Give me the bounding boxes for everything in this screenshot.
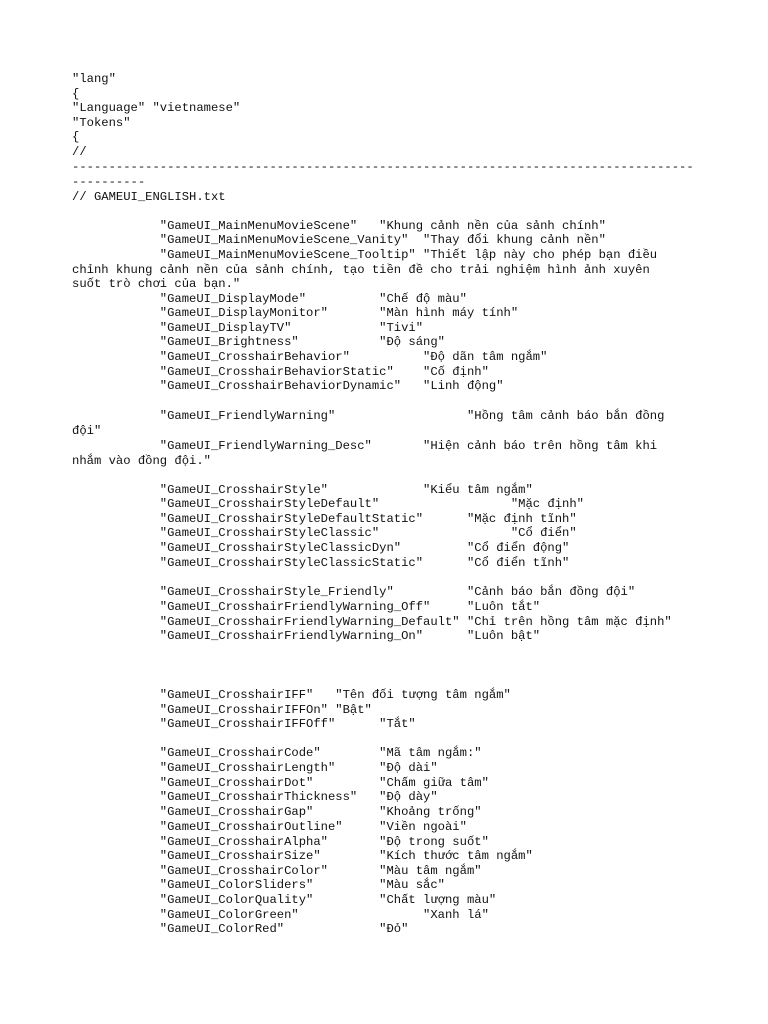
text-line: "Language" "vietnamese" bbox=[72, 101, 241, 115]
text-line: "Tokens" bbox=[72, 116, 131, 130]
text-line: suốt trò chơi của bạn." bbox=[72, 277, 241, 291]
divider-line: ---------- bbox=[72, 175, 146, 189]
text-line: "GameUI_CrosshairStyleDefaultStatic" "Mặc định tĩnh" bbox=[72, 512, 577, 526]
text-line: "GameUI_CrosshairBehaviorDynamic" "Linh động" bbox=[72, 379, 504, 393]
text-line: "GameUI_DisplayMode" "Chế độ màu" bbox=[72, 292, 467, 306]
text-line: "GameUI_CrosshairLength" "Độ dài" bbox=[72, 761, 438, 775]
text-line: "GameUI_Brightness" "Độ sáng" bbox=[72, 335, 445, 349]
text-line: chỉnh khung cảnh nền của sảnh chính, tạo tiền đề cho trải nghiệm hình ảnh xuyên bbox=[72, 263, 650, 277]
text-line: "GameUI_CrosshairCode" "Mã tâm ngắm:" bbox=[72, 746, 482, 760]
text-line: "GameUI_CrosshairStyleClassic" "Cổ điển" bbox=[72, 526, 577, 540]
text-line: // GAMEUI_ENGLISH.txt bbox=[72, 190, 226, 204]
text-line: "GameUI_ColorGreen" "Xanh lá" bbox=[72, 908, 489, 922]
text-line: "GameUI_FriendlyWarning" "Hồng tâm cảnh báo bắn đồng bbox=[72, 409, 665, 423]
text-line: "lang" bbox=[72, 72, 116, 86]
text-line: "GameUI_CrosshairThickness" "Độ dày" bbox=[72, 790, 438, 804]
text-line: "GameUI_CrosshairGap" "Khoảng trống" bbox=[72, 805, 482, 819]
text-line: "GameUI_CrosshairAlpha" "Độ trong suốt" bbox=[72, 835, 489, 849]
divider-line: ------------------------------------------------------------------------------------- bbox=[72, 160, 694, 174]
text-line: "GameUI_DisplayTV" "Tivi" bbox=[72, 321, 424, 335]
text-line: "GameUI_CrosshairBehaviorStatic" "Cố định" bbox=[72, 365, 489, 379]
text-line: "GameUI_DisplayMonitor" "Màn hình máy tính" bbox=[72, 306, 519, 320]
text-line: "GameUI_CrosshairColor" "Màu tâm ngắm" bbox=[72, 864, 482, 878]
text-line: "GameUI_CrosshairStyleDefault" "Mặc định" bbox=[72, 497, 584, 511]
text-line: "GameUI_MainMenuMovieScene_Tooltip" "Thiết lập này cho phép bạn điều bbox=[72, 248, 658, 262]
text-line: nhắm vào đồng đội." bbox=[72, 454, 211, 468]
text-line: "GameUI_MainMenuMovieScene_Vanity" "Thay đổi khung cảnh nền" bbox=[72, 233, 606, 247]
text-line: "GameUI_CrosshairSize" "Kích thước tâm ngắm" bbox=[72, 849, 533, 863]
text-line: "GameUI_CrosshairStyle" "Kiểu tâm ngắm" bbox=[72, 483, 533, 497]
text-line: // bbox=[72, 145, 87, 159]
text-line: "GameUI_ColorSliders" "Màu sắc" bbox=[72, 878, 445, 892]
text-line: "GameUI_CrosshairIFFOn" "Bật" bbox=[72, 703, 372, 717]
text-line: "GameUI_MainMenuMovieScene" "Khung cảnh nền của sảnh chính" bbox=[72, 219, 606, 233]
text-line: { bbox=[72, 130, 80, 144]
text-line: "GameUI_CrosshairOutline" "Viền ngoài" bbox=[72, 820, 467, 834]
text-line: "GameUI_CrosshairStyleClassicDyn" "Cổ điển động" bbox=[72, 541, 570, 555]
text-line: "GameUI_CrosshairFriendlyWarning_Default" "Chỉ trên hồng tâm mặc định" bbox=[72, 615, 672, 629]
text-line: "GameUI_CrosshairStyleClassicStatic" "Cổ điển tĩnh" bbox=[72, 556, 570, 570]
text-line: { bbox=[72, 87, 80, 101]
text-line: "GameUI_CrosshairStyle_Friendly" "Cảnh báo bắn đồng đội" bbox=[72, 585, 636, 599]
text-line: "GameUI_ColorQuality" "Chất lượng màu" bbox=[72, 893, 497, 907]
text-line: "GameUI_CrosshairDot" "Chấm giữa tâm" bbox=[72, 776, 489, 790]
text-line: "GameUI_FriendlyWarning_Desc" "Hiện cảnh báo trên hồng tâm khi bbox=[72, 439, 658, 453]
text-line: "GameUI_CrosshairBehavior" "Độ dãn tâm ngắm" bbox=[72, 350, 548, 364]
text-line: "GameUI_CrosshairIFF" "Tên đối tượng tâm ngắm" bbox=[72, 688, 511, 702]
text-line: đội" bbox=[72, 424, 102, 438]
text-line: "GameUI_CrosshairFriendlyWarning_Off" "Luôn tắt" bbox=[72, 600, 541, 614]
text-line: "GameUI_ColorRed" "Đỏ" bbox=[72, 922, 409, 936]
text-line: "GameUI_CrosshairIFFOff" "Tắt" bbox=[72, 717, 416, 731]
text-line: "GameUI_CrosshairFriendlyWarning_On" "Luôn bật" bbox=[72, 629, 541, 643]
